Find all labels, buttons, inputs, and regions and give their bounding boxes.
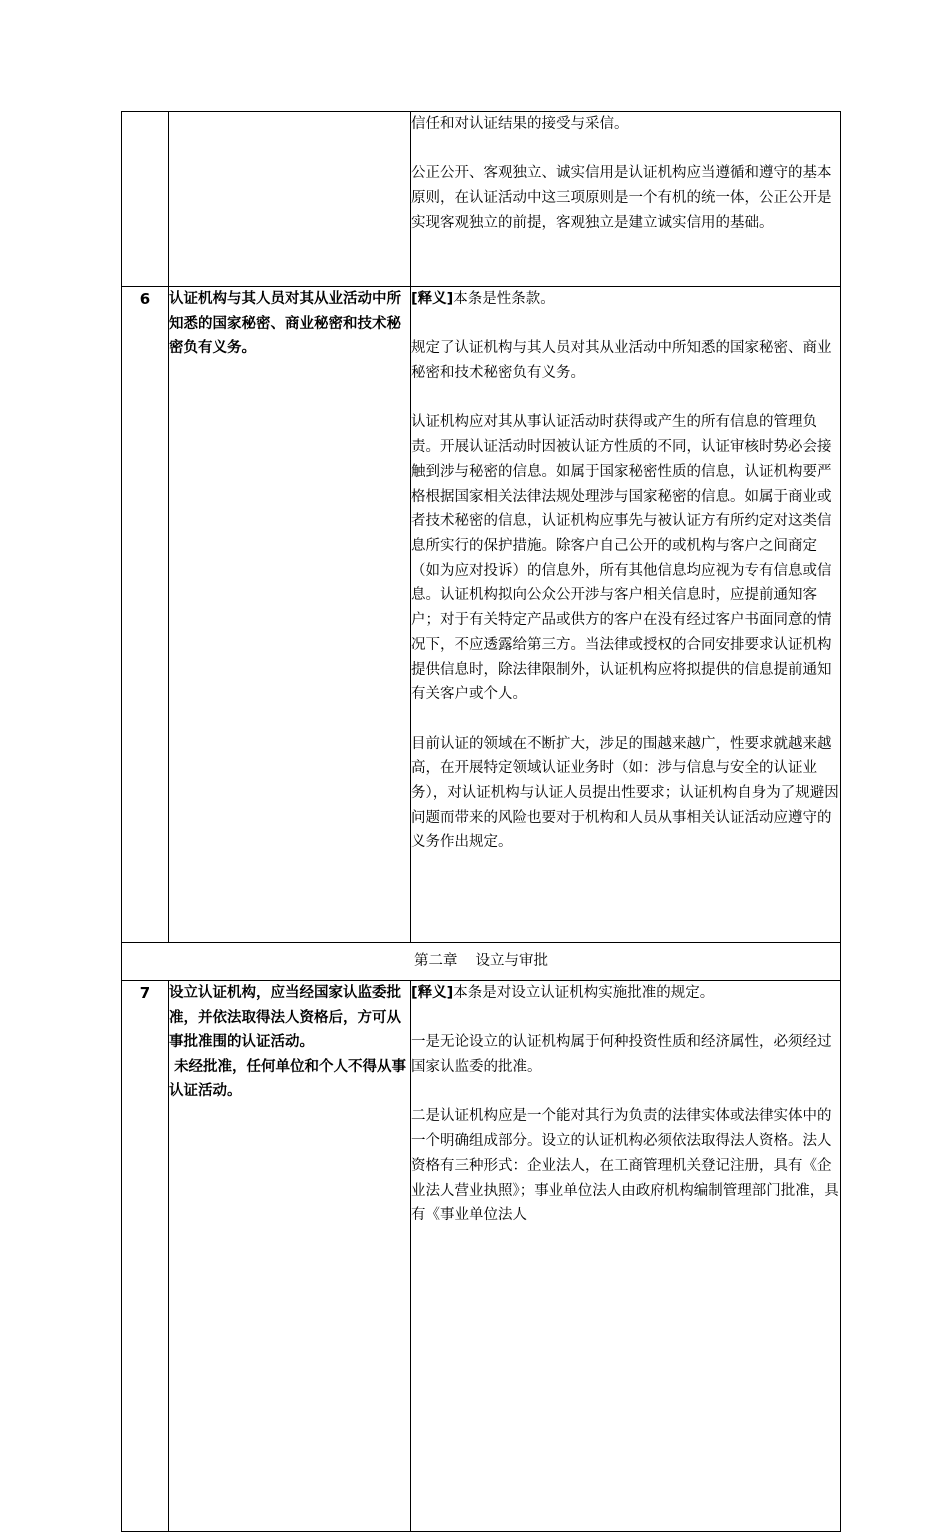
explanation-paragraph: 信任和对认证结果的接受与采信。: [411, 116, 629, 132]
explanation-paragraph: 目前认证的领域在不断扩大，涉足的围越来越广，性要求就越来越高，在开展特定领域认证业务时（如：涉与信息与安全的认证业务），对认证机构与认证人员提出性要求；认证机构自身为了规避因问题而带来的风险也要对于机构和人员从事相关认证活动应遵守的义务作出规定。: [411, 735, 839, 851]
explanation-lead: 本条是性条款。: [453, 291, 555, 307]
table-row: [122, 981, 841, 1532]
article-number: [122, 112, 169, 287]
explanation-paragraph: [411, 287, 840, 312]
explanation-paragraph: 认证机构应对其从事认证活动时获得或产生的所有信息的管理负责。开展认证活动时因被认证方性质的不同，认证审核时势必会接触到涉与秘密的信息。如属于国家秘密性质的信息，认证机构要严格根据国家相关法律法规处理涉与国家秘密的信息。如属于商业或者技术秘密的信息，认证机构应事先与被认证方有所约定对这类信息所实行的保护措施。除客户自己公开的或机构与客户之间商定（如为应对投诉）的信息外，所有其他信息均应视为专有信息或信息。认证机构拟向公众公开涉与客户相关信息时，应提前通知客户；对于有关特定产品或供方的客户在没有经过客户书面同意的情况下，不应透露给第三方。当法律或授权的合同安排要求认证机构提供信息时，除法律限制外，认证机构应将拟提供的信息提前通知有关客户或个人。: [411, 414, 832, 703]
article-number: 7: [122, 981, 169, 1532]
article-explanation: [411, 287, 841, 943]
chapter-number: 第二章: [414, 953, 458, 969]
article-paragraph: 未经批准，任何单位和个人不得从事认证活动。: [169, 1058, 407, 1099]
article-number: 6: [122, 287, 169, 943]
explanation-paragraph: [411, 981, 840, 1006]
explanation-paragraph: 规定了认证机构与其人员对其从业活动中所知悉的国家秘密、商业秘密和技术秘密负有义务。: [411, 340, 832, 382]
chapter-heading: [122, 943, 841, 981]
article-explanation: [411, 981, 841, 1532]
article-paragraph: 设立认证机构，应当经国家认监委批准，并依法取得法人资格后，方可从事批准围的认证活动。: [169, 985, 401, 1050]
explanation-paragraph: 二是认证机构应是一个能对其行为负责的法律实体或法律实体中的一个明确组成部分。设立的认证机构必须依法取得法人资格。法人资格有三种形式：企业法人，在工商管理机关登记注册，具有《企业法人营业执照》；事业单位法人由政府机构编制管理部门批准，具有《事业单位法人: [411, 1108, 839, 1224]
explanation-paragraph: 公正公开、客观独立、诚实信用是认证机构应当遵循和遵守的基本原则，在认证活动中这三项原则是一个有机的统一体，公正公开是实现客观独立的前提，客观独立是建立诚实信用的基础。: [411, 165, 832, 231]
interpretation-tag: [释义]: [411, 291, 454, 307]
article-text: [169, 287, 411, 943]
article-explanation: [411, 112, 841, 287]
chapter-row: [122, 943, 841, 981]
regulation-table: [121, 111, 841, 1532]
chapter-title: 设立与审批: [475, 953, 548, 969]
interpretation-tag: [释义]: [411, 985, 454, 1001]
article-text: [169, 981, 411, 1532]
explanation-lead: 本条是对设立认证机构实施批准的规定。: [453, 985, 715, 1001]
explanation-paragraph: 一是无论设立的认证机构属于何种投资性质和经济属性，必须经过国家认监委的批准。: [411, 1034, 832, 1076]
article-text: [169, 112, 411, 287]
table-row: [122, 287, 841, 943]
article-paragraph: 认证机构与其人员对其从业活动中所知悉的国家秘密、商业秘密和技术秘密负有义务。: [169, 291, 401, 356]
table-row: [122, 112, 841, 287]
